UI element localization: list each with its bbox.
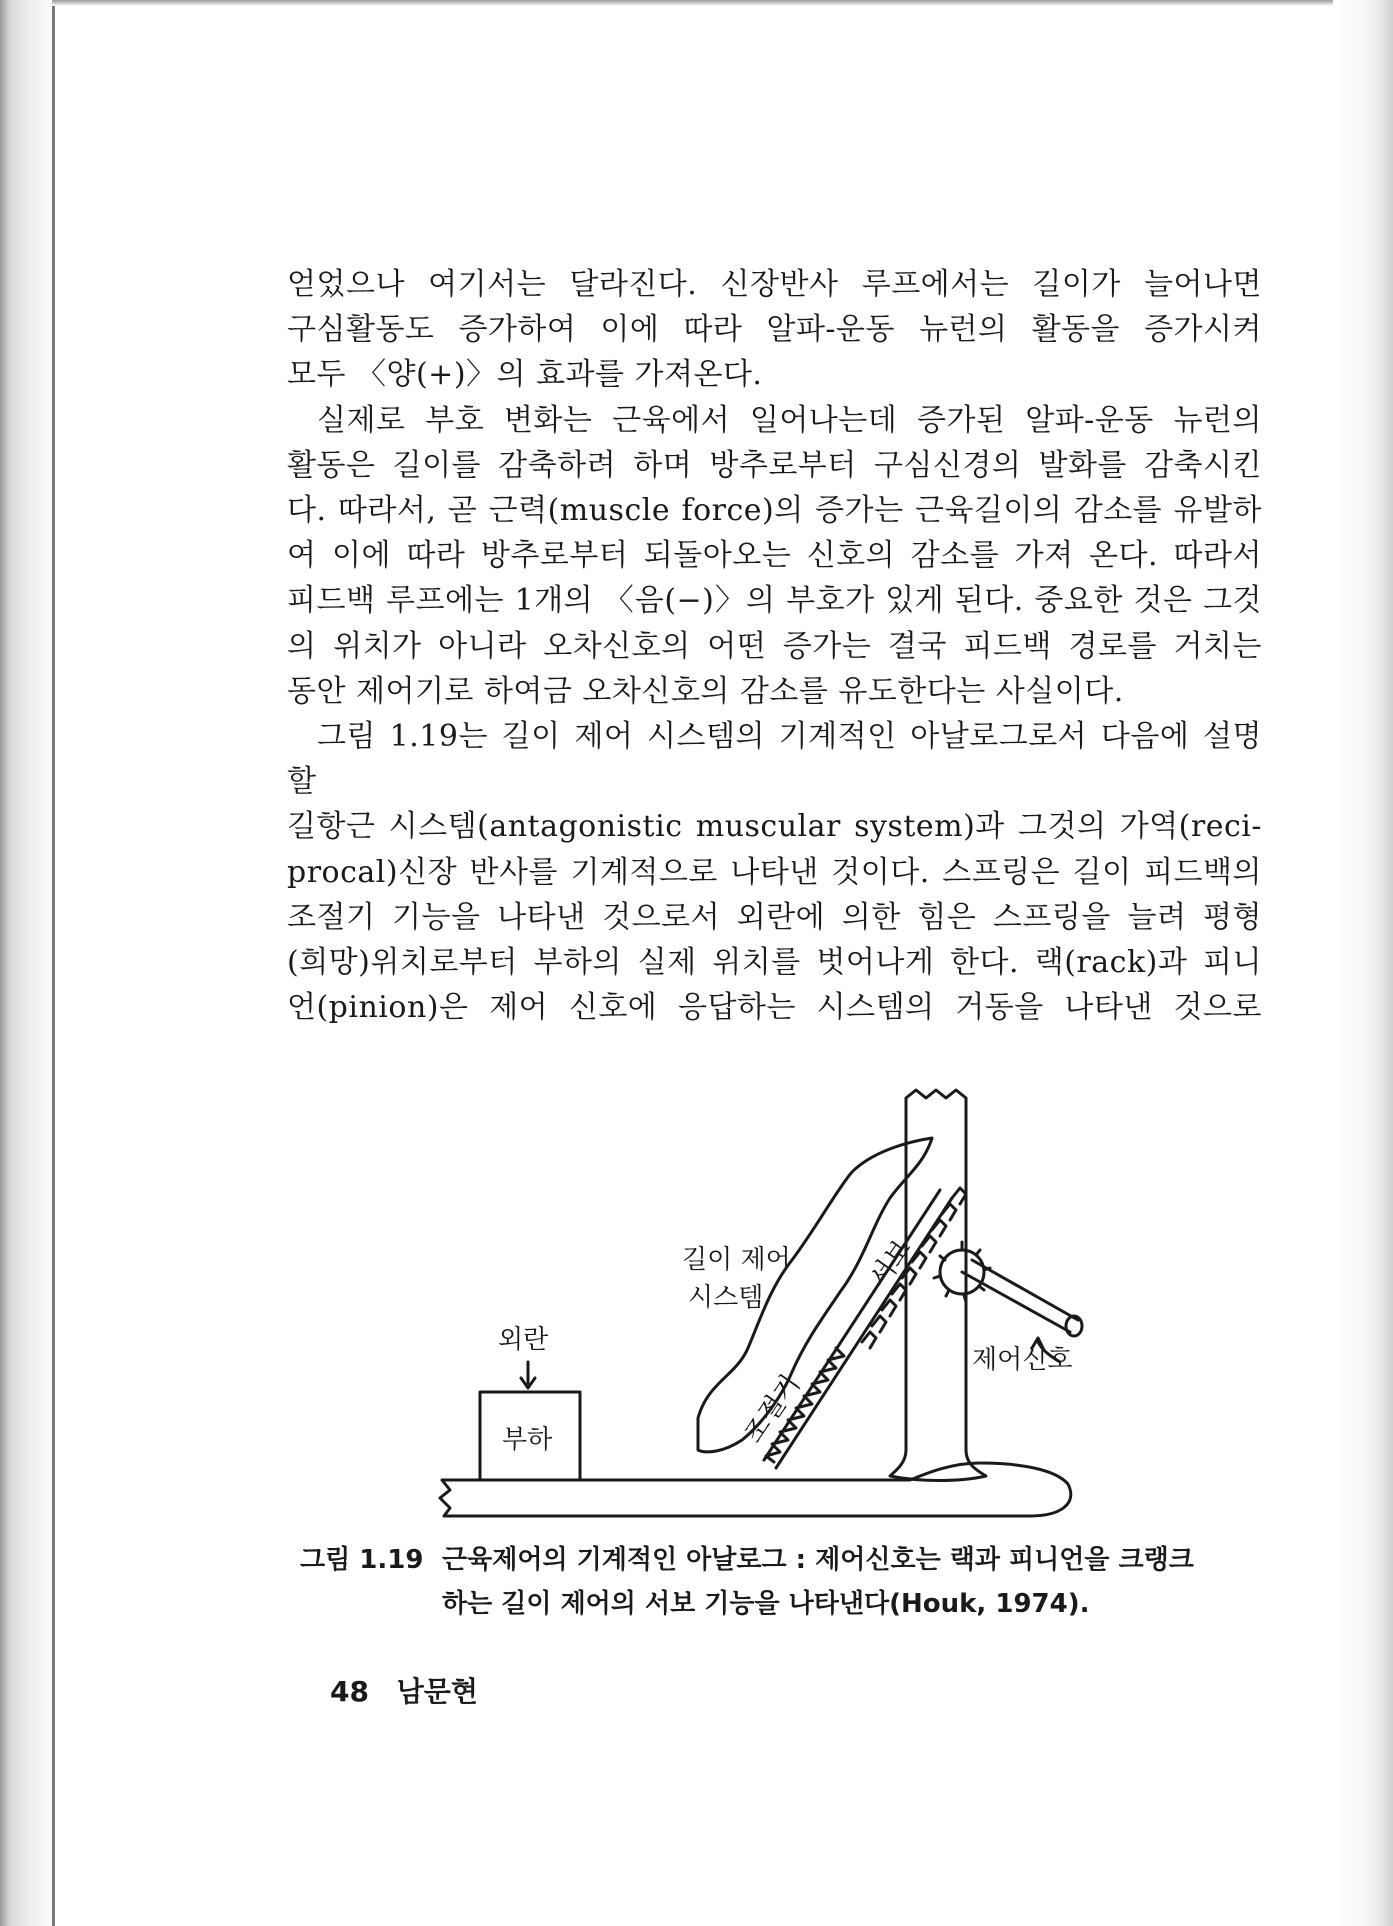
figure-1-19 bbox=[420, 1080, 1100, 1520]
text-line: 언(pinion)은 제어 신호에 응답하는 시스템의 거동을 나타낸 것으로 bbox=[287, 990, 1262, 1026]
text-line: procal)신장 반사를 기계적으로 나타낸 것이다. 스프링은 길이 피드백의 bbox=[287, 854, 1262, 890]
text-line: 모두 〈양(+)〉의 효과를 가져온다. bbox=[287, 357, 763, 393]
text-line: (희망)위치로부터 부하의 실제 위치를 벗어나게 한다. 랙(rack)과 피니 bbox=[287, 945, 1262, 981]
label-system: 시스템 bbox=[688, 1283, 764, 1313]
page-footer bbox=[330, 1670, 478, 1710]
caption-text bbox=[442, 1538, 1265, 1626]
paragraph-1 bbox=[287, 262, 1262, 398]
caption-line: 하는 길이 제어의 서보 기능을 나타낸다(Houk, 1974). bbox=[442, 1589, 1090, 1619]
page-top-edge bbox=[52, 0, 1342, 6]
author-name: 남문현 bbox=[396, 1675, 478, 1708]
text-line: 구심활동도 증가하여 이에 따라 알파-운동 뉴런의 활동을 증가시켜 bbox=[287, 312, 1262, 348]
mechanical-analog-diagram bbox=[420, 1080, 1100, 1520]
paragraph-3 bbox=[287, 714, 1262, 1030]
text-line: 의 위치가 아니라 오차신호의 어떤 증가는 결국 피드백 경로를 거치는 bbox=[287, 628, 1262, 664]
page-binding-shadow-left bbox=[0, 0, 58, 1926]
label-length-control: 길이 제어 bbox=[682, 1245, 791, 1275]
label-servo: 서보 bbox=[864, 1234, 918, 1293]
page-number: 48 bbox=[330, 1675, 369, 1708]
label-control-signal: 제어신호 bbox=[972, 1345, 1073, 1375]
post-foot bbox=[890, 1450, 986, 1481]
label-regulator: 조절기 bbox=[738, 1369, 807, 1449]
caption-line: 근육제어의 기계적인 아날로그 : 제어신호는 랙과 피니언을 크랭크 bbox=[442, 1545, 1194, 1575]
text-line: 실제로 부호 변화는 근육에서 일어나는데 증가된 알파-운동 뉴런의 bbox=[317, 402, 1262, 438]
page-binding-shadow-right bbox=[1333, 0, 1393, 1926]
text-line: 피드백 루프에는 1개의 〈음(−)〉의 부호가 있게 된다. 중요한 것은 그것 bbox=[287, 583, 1262, 619]
text-line: 얻었으나 여기서는 달라진다. 신장반사 루프에서는 길이가 늘어나면 bbox=[287, 267, 1262, 302]
label-disturbance: 외란 bbox=[498, 1325, 549, 1355]
page-binding-edge bbox=[52, 0, 55, 1926]
vertical-post bbox=[906, 1090, 966, 1450]
text-line: 활동은 길이를 감축하려 하며 방추로부터 구심신경의 발화를 감축시킨 bbox=[287, 447, 1262, 483]
text-line: 다. 따라서, 곧 근력(muscle force)의 증가는 근육길이의 감소를 유발하 bbox=[287, 493, 1262, 529]
paragraph-2 bbox=[287, 398, 1262, 714]
text-line: 여 이에 따라 방추로부터 되돌아오는 신호의 감소를 가져 온다. 따라서 bbox=[287, 538, 1262, 574]
crank-handle bbox=[962, 1260, 1078, 1332]
text-line: 길항근 시스템(antagonistic muscular system)과 그것의 가역(reci- bbox=[287, 809, 1262, 845]
text-line: 동안 제어기로 하여금 오차신호의 감소를 유도한다는 사실이다. bbox=[287, 673, 1124, 709]
label-load: 부하 bbox=[502, 1425, 553, 1455]
text-line: 조절기 기능을 나타낸 것으로서 외란에 의한 힘은 스프링을 늘려 평형 bbox=[287, 899, 1262, 935]
text-line: 그림 1.19는 길이 제어 시스템의 기계적인 아날로그로서 다음에 설명할 bbox=[287, 719, 1262, 800]
body-text bbox=[287, 262, 1262, 1030]
caption-label: 그림 1.19 bbox=[300, 1545, 424, 1575]
